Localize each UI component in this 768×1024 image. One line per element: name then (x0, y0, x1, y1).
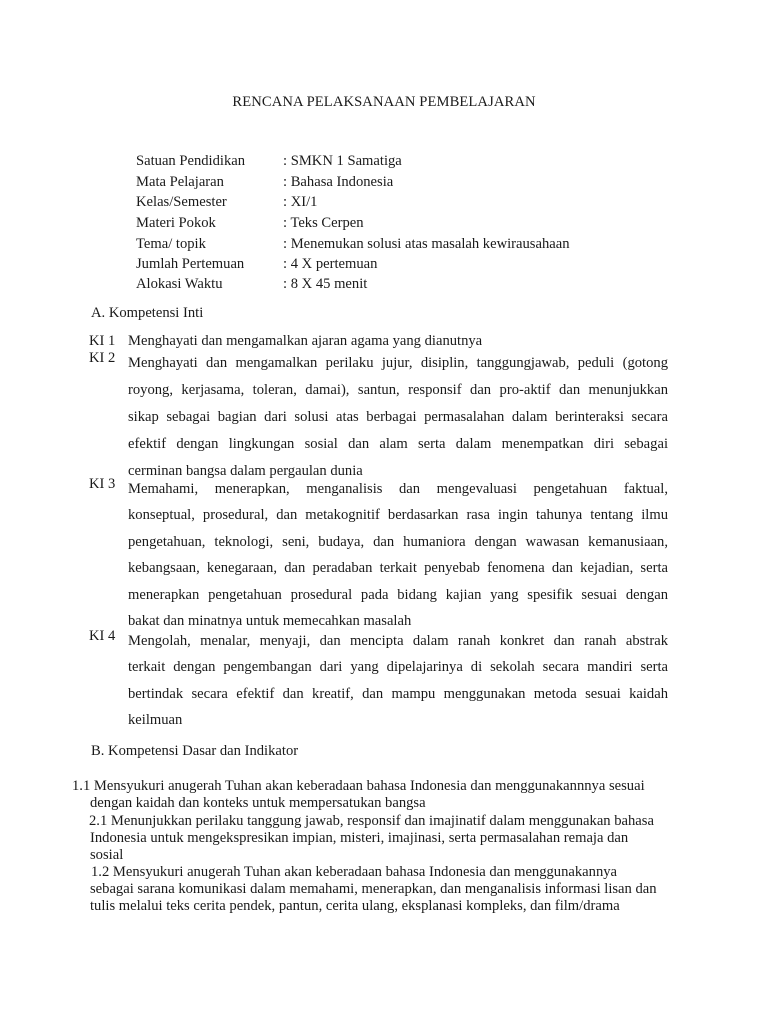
ki-line: menerapkan pengetahuan prosedural pada bidang kajian yang spesifik sesuai dengan (128, 586, 668, 603)
identity-value: : SMKN 1 Samatiga (283, 153, 402, 169)
identity-value: : 4 X pertemuan (283, 256, 378, 272)
identity-value: : XI/1 (283, 194, 318, 210)
ki-line: efektif dengan lingkungan sosial dan alam serta dalam menempatkan diri sebagai (128, 436, 668, 452)
identity-label: Materi Pokok (136, 215, 216, 231)
ki-line: konseptual, prosedural, dan metakognitif berdasarkan rasa ingin tahunya tentang ilmu (128, 507, 668, 524)
ki-line: keilmuan (128, 712, 183, 729)
ki-code: KI 1 (89, 333, 116, 349)
kd-line: sebagai sarana komunikasi dalam memahami, menerapkan, dan menganalisis informasi lisan dan (90, 880, 657, 897)
ki-line: cerminan bangsa dalam pergaulan dunia (128, 463, 363, 479)
ki-line: Menghayati dan mengamalkan ajaran agama yang dianutnya (128, 333, 483, 349)
document-title: RENCANA PELAKSANAAN PEMBELAJARAN (232, 94, 536, 110)
ki-code: KI 4 (89, 628, 116, 644)
identity-value: : Bahasa Indonesia (283, 174, 394, 190)
kd-line: tulis melalui teks cerita pendek, pantun, cerita ulang, eksplanasi kompleks, dan film/drama (90, 897, 620, 914)
ki-line: terkait dengan pengembangan dari yang dipelajarinya di sekolah secara mandiri serta (128, 659, 668, 676)
ki-text (128, 628, 668, 734)
kd-item (90, 813, 654, 863)
ki-line: bakat dan minatnya untuk memecahkan masalah (128, 613, 412, 630)
identity-label: Mata Pelajaran (136, 174, 224, 190)
ki-line: Menghayati dan mengamalkan perilaku jujur, disiplin, tanggungjawab, peduli (gotong (128, 355, 668, 371)
ki-line: royong, kerjasama, toleran, damai), santun, responsif dan pro-aktif dan menunjukkan (128, 382, 668, 398)
identity-label: Alokasi Waktu (136, 276, 223, 292)
kd-line: dengan kaidah dan konteks untuk mempersatukan bangsa (90, 794, 426, 811)
identity-value: : Menemukan solusi atas masalah kewirausahaan (283, 236, 570, 252)
identity-value: : 8 X 45 menit (283, 276, 368, 292)
kd-line: 1.2 Mensyukuri anugerah Tuhan akan keberadaan bahasa Indonesia dan menggunakannya (91, 864, 618, 880)
ki-line: Memahami, menerapkan, menganalisis dan mengevaluasi pengetahuan faktual, (128, 481, 668, 497)
identity-label: Satuan Pendidikan (136, 153, 246, 169)
kd-item (72, 778, 645, 812)
section-heading-kompetensi-dasar: B. Kompetensi Dasar dan Indikator (91, 743, 299, 759)
ki-code: KI 2 (89, 350, 116, 366)
ki-text (128, 333, 668, 350)
identity-value: : Teks Cerpen (283, 215, 364, 231)
ki-line: Mengolah, menalar, menyaji, dan mencipta dalam ranah konkret dan ranah abstrak (128, 633, 668, 649)
section-heading-kompetensi-inti: A. Kompetensi Inti (91, 305, 204, 321)
identity-label: Jumlah Pertemuan (136, 256, 245, 272)
ki-code: KI 3 (89, 476, 116, 492)
identity-label: Kelas/Semester (136, 194, 227, 210)
ki-line: bertindak secara efektif dan kreatif, dan mampu menggunakan metoda sesuai kaidah (128, 685, 668, 702)
ki-text (128, 350, 668, 485)
ki-line: pengetahuan, teknologi, seni, budaya, dan humaniora dengan wawasan kemanusiaan, (128, 533, 668, 550)
ki-line: sikap sebagai bagian dari solusi atas berbagai permasalahan dalam berinteraksi secara (128, 409, 668, 425)
ki-text (128, 476, 668, 634)
kd-line: 2.1 Menunjukkan perilaku tanggung jawab, responsif dan imajinatif dalam menggunakan bahasa (89, 813, 654, 829)
kd-item (90, 864, 657, 914)
kd-line: 1.1 Mensyukuri anugerah Tuhan akan keberadaan bahasa Indonesia dan menggunakannnya sesuai (72, 778, 645, 794)
kd-line: Indonesia untuk mengekspresikan impian, misteri, imajinasi, serta permasalahan remaja dan (90, 829, 629, 846)
identity-label: Tema/ topik (136, 236, 206, 252)
kd-line: sosial (90, 846, 124, 863)
ki-line: kebangsaan, kenegaraan, dan peradaban terkait penyebab fenomena dan kejadian, serta (128, 560, 668, 577)
